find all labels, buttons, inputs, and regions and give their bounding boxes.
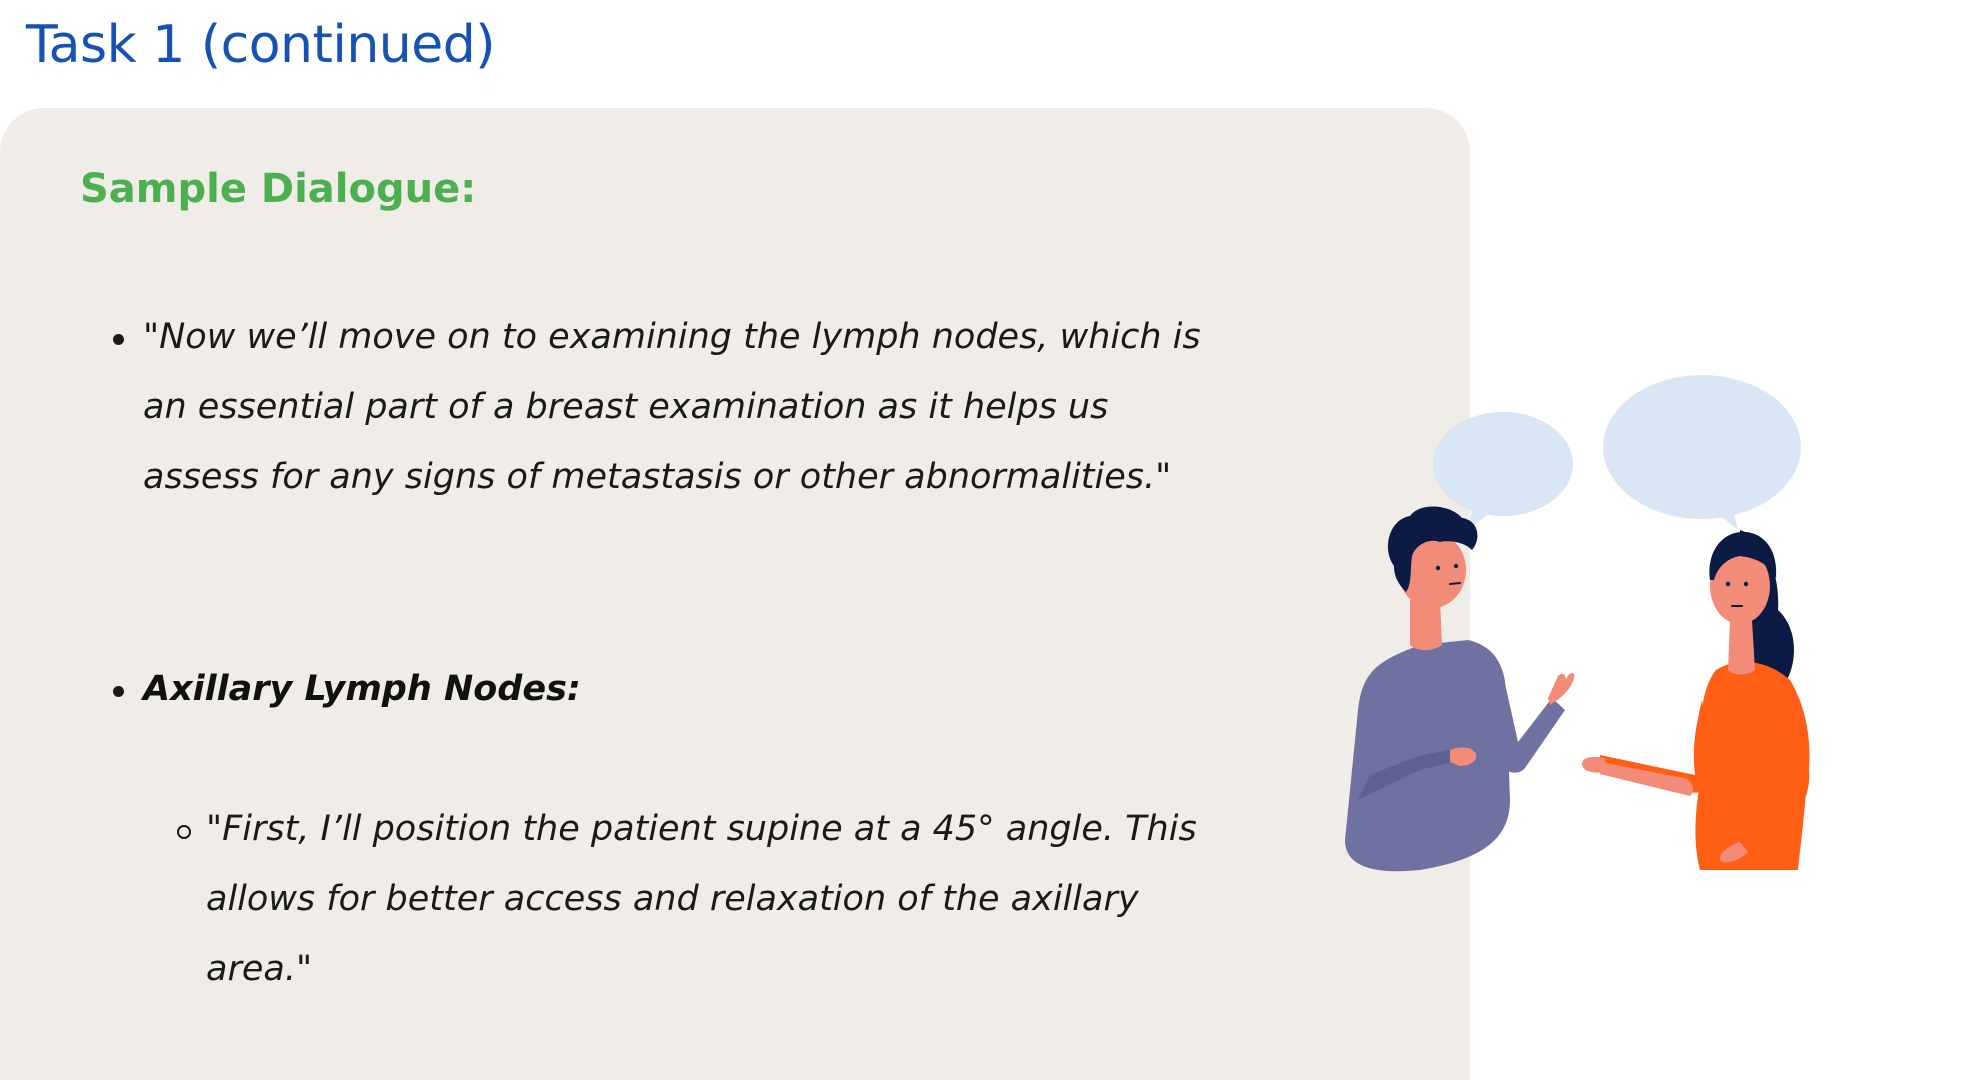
intro-quote: "Now we’ll move on to examining the lymph nodes, which is an essential part of a breast examination as it helps us assess for any signs of metastasis or other abnormalities." — [143, 317, 1201, 497]
subsection-heading: Axillary Lymph Nodes: — [143, 669, 581, 709]
woman-figure-icon — [1582, 530, 1809, 870]
speech-bubble-right-icon — [1603, 375, 1801, 530]
page-title: Task 1 (continued) — [26, 15, 496, 75]
content-card — [0, 108, 1470, 1080]
bullet-dot-icon — [113, 334, 124, 345]
subsection-quote: "First, I’ll position the patient supine at a 45° angle. This allows for better access and relaxation of the axillary area." — [206, 809, 1197, 989]
sub-bullet-circle-icon — [177, 825, 191, 839]
man-figure-icon — [1345, 506, 1574, 871]
conversation-illustration-icon — [1300, 370, 1860, 910]
bullet-dot-icon — [113, 686, 124, 697]
section-heading: Sample Dialogue: — [80, 166, 477, 212]
